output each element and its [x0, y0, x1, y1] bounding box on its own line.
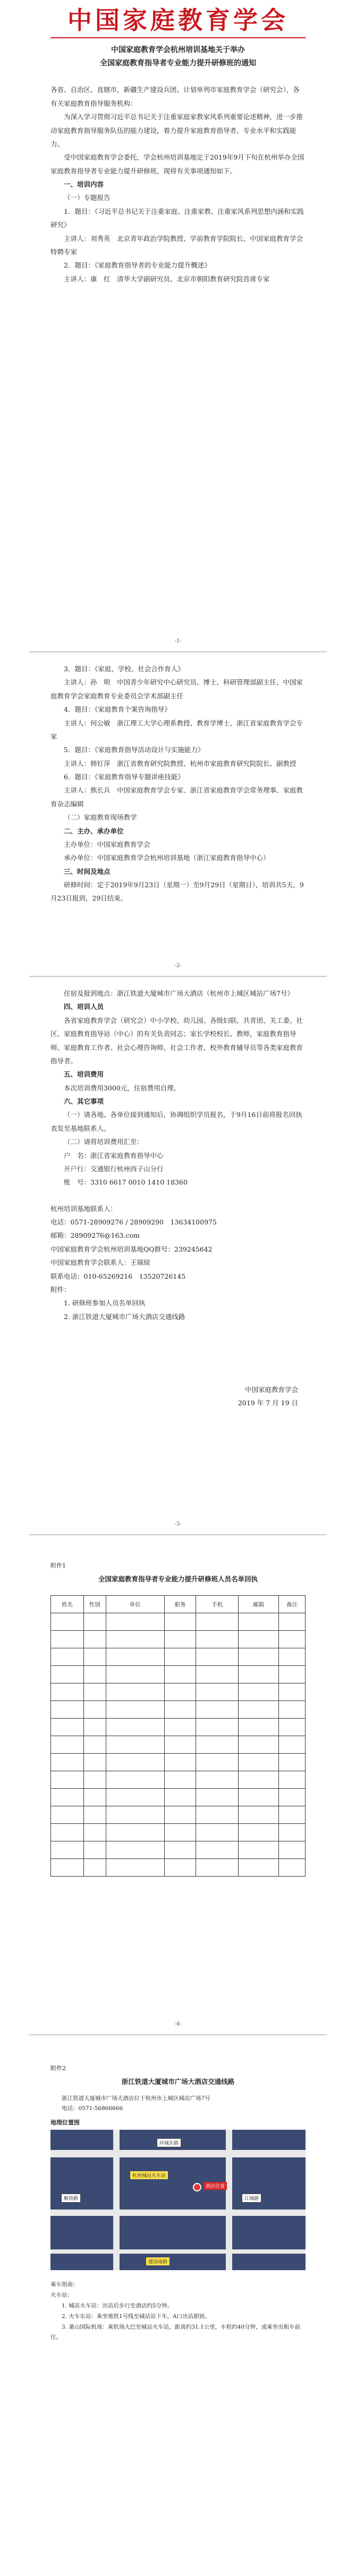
roster-cell: [51, 1754, 84, 1771]
page-number-4: -4-: [174, 2021, 182, 2027]
speaker-2: 主讲人：康 红 清华大学副研究员、北京市朝阳教育研究院首席专家: [64, 274, 270, 283]
roster-body: [51, 1613, 306, 1877]
roster-cell: [279, 1701, 306, 1719]
roster-cell: [239, 1701, 279, 1719]
intro-paragraph-2: 受中国家庭教育学会委托，学会杭州培训基地定于2019年9月下旬在杭州举办全国家庭教育指导者专业能力提升研修班，现将有关事项通知如下。: [50, 153, 304, 175]
roster-cell: [83, 1631, 106, 1648]
attachment-1-label: 附件1: [50, 1562, 66, 1569]
roster-cell: [83, 1789, 106, 1806]
column-header: 手机: [196, 1596, 239, 1613]
roster-cell: [83, 1754, 106, 1771]
roster-cell: [106, 1613, 164, 1631]
roster-cell: [51, 1806, 84, 1824]
roster-cell: [196, 1859, 239, 1877]
column-header: 姓名: [51, 1596, 84, 1613]
roster-cell: [83, 1841, 106, 1859]
map-label-top-road: 环城东路: [157, 2138, 181, 2147]
roster-cell: [279, 1771, 306, 1789]
roster-cell: [164, 1683, 196, 1701]
roster-cell: [51, 1824, 84, 1841]
roster-cell: [164, 1666, 196, 1683]
roster-cell: [51, 1771, 84, 1789]
roster-row: [51, 1806, 306, 1824]
attachment-1: [50, 1561, 306, 1877]
roster-cell: [83, 1683, 106, 1701]
red-header-rule: [50, 37, 306, 38]
roster-cell: [196, 1631, 239, 1648]
other-item-2: （二）请将培训费用汇至：: [64, 1138, 144, 1146]
roster-cell: [51, 1683, 84, 1701]
roster-cell: [83, 1736, 106, 1754]
contact-person-phone: 联系电话：010-65269216 13520726145: [50, 1272, 186, 1280]
roster-cell: [196, 1701, 239, 1719]
notice-title-line1: 中国家庭教育学会杭州培训基地关于举办: [111, 46, 245, 54]
subsection-heading-1-2: （二）家庭教育现场教学: [64, 813, 137, 822]
roster-cell: [196, 1719, 239, 1736]
roster-cell: [106, 1789, 164, 1806]
other-item-1: （一）请各地、各单位接到通知后，协调组织学员报名，于9月16日前将报名回执表发至基地联系人。: [50, 1111, 302, 1132]
roster-cell: [106, 1824, 164, 1841]
map-label-left-road: 解放路: [61, 2194, 81, 2203]
host-unit: 主办单位：中国家庭教育学会: [64, 840, 150, 848]
map-pin-icon: [193, 2183, 201, 2191]
roster-cell: [196, 1736, 239, 1754]
roster-cell: [196, 1754, 239, 1771]
roster-table: [50, 1595, 306, 1877]
contact-email: 邮箱：28909276@163.com: [50, 1231, 140, 1240]
roster-cell: [164, 1771, 196, 1789]
account-bank: 开户行：交通银行杭州西子山分行: [64, 1164, 164, 1173]
roster-cell: [51, 1631, 84, 1648]
roster-cell: [51, 1701, 84, 1719]
roster-cell: [239, 1666, 279, 1683]
roster-row: [51, 1824, 306, 1841]
attachment-2-title: 浙江铁道大厦城市广场大酒店交通线路: [121, 2078, 235, 2086]
spacer: [50, 70, 306, 83]
route-item-2: 2. 火车东站：乘坐地铁1号线至城站站下车，A口出站即到。: [62, 2313, 210, 2320]
roster-row: [51, 1666, 306, 1683]
salutation: 各省、自治区、直辖市，新疆生产建设兵团、计划单列市家庭教育学会（研究会），各有关家庭教育指导服务机构：: [50, 86, 300, 107]
attachment-heading: 附件：: [50, 1285, 71, 1294]
roster-cell: [239, 1806, 279, 1824]
roster-cell: [279, 1841, 306, 1859]
roster-cell: [279, 1754, 306, 1771]
roster-cell: [164, 1824, 196, 1841]
map-label-hotel: 酒店位置: [204, 2182, 227, 2190]
roster-cell: [106, 1736, 164, 1754]
roster-cell: [196, 1806, 239, 1824]
speaker-5: 主讲人：韩钉萍 浙江省教育研究院教授、杭州市家庭教育研究院院长、副教授: [64, 759, 296, 768]
roster-cell: [83, 1701, 106, 1719]
page-number-3: -3-: [174, 1521, 182, 1527]
roster-cell: [83, 1859, 106, 1877]
attachment-2: [50, 2064, 306, 2343]
roster-cell: [196, 1613, 239, 1631]
roster-cell: [196, 1789, 239, 1806]
hotel-address: 浙江铁道大厦城市广场大酒店位于杭州市上城区城站广场7号: [62, 2095, 210, 2102]
roster-cell: [164, 1806, 196, 1824]
roster-cell: [106, 1806, 164, 1824]
topic-6: 6．题目：《家庭教育指导专题讲座技能》: [64, 773, 184, 781]
roster-cell: [164, 1841, 196, 1859]
roster-row: [51, 1631, 306, 1648]
roster-cell: [83, 1648, 106, 1666]
roster-header-row: [51, 1596, 306, 1613]
speaker-4: 主讲人：何公敏 浙江理工大学心理系教授、教育学博士、浙江省家庭教育学会专家: [50, 719, 303, 740]
route-item-1: 1. 城站火车站：出站后步行至酒店约5分钟。: [62, 2302, 173, 2309]
roster-cell: [164, 1736, 196, 1754]
roster-cell: [106, 1683, 164, 1701]
section-heading-2: 二、主办、承办单位: [64, 827, 124, 835]
page-divider: [29, 976, 327, 977]
topic-3: 3．题目：《家庭、学校、社会合作育人》: [64, 665, 184, 673]
page-number-1: -1-: [174, 638, 182, 644]
roster-row: [51, 1648, 306, 1666]
roster-row: [51, 1701, 306, 1719]
roster-cell: [164, 1789, 196, 1806]
roster-cell: [164, 1719, 196, 1736]
map-label-right-road: 江城路: [242, 2194, 261, 2203]
attachment-2-label: 附件2: [50, 2065, 66, 2072]
roster-cell: [83, 1666, 106, 1683]
signature-organization: 中国家庭教育学会: [244, 1386, 298, 1394]
account-name: 户 名：浙江省家庭教育指导中心: [64, 1151, 164, 1160]
roster-cell: [196, 1771, 239, 1789]
roster-cell: [196, 1648, 239, 1666]
column-header: 性别: [83, 1596, 106, 1613]
speaker-6: 主讲人：熊长兵 中国家庭教育学会专家、浙江省家庭教育学会常务理事、家庭教育杂志编辑: [50, 786, 303, 808]
section-heading-6: 六、其它事项: [64, 1097, 104, 1105]
fee-description: 本次培训费用3000元，住宿费用自理。: [64, 1083, 181, 1092]
column-header: 单位: [106, 1596, 164, 1613]
roster-cell: [239, 1859, 279, 1877]
roster-cell: [51, 1666, 84, 1683]
hotel-phone: 电话：0571-56866666: [62, 2105, 123, 2112]
route-heading: 乘车指南：: [50, 2281, 79, 2288]
roster-row: [51, 1859, 306, 1877]
roster-cell: [196, 1841, 239, 1859]
intro-paragraph-1: 为深入学习贯彻习近平总书记关于注重家庭家教家风系列重要论述精神，进一步推动家庭教育指导服务队伍的能力建设，着力提升家庭教育指导者、专业水平和实践能力。: [50, 113, 303, 148]
roster-cell: [239, 1736, 279, 1754]
roster-cell: [83, 1613, 106, 1631]
roster-cell: [83, 1806, 106, 1824]
roster-cell: [279, 1666, 306, 1683]
roster-cell: [239, 1631, 279, 1648]
column-header: 备注: [279, 1596, 306, 1613]
map-heading: 地理位置图: [50, 2119, 80, 2126]
route-subheading: 火车站：: [50, 2291, 73, 2298]
roster-cell: [239, 1754, 279, 1771]
roster-cell: [51, 1648, 84, 1666]
masthead: [0, 0, 356, 37]
roster-cell: [106, 1859, 164, 1877]
training-place: 住宿及报到地点：浙江铁道大厦城市广场大酒店（杭州市上城区城站广场7号）: [64, 989, 294, 997]
roster-cell: [239, 1789, 279, 1806]
roster-row: [51, 1841, 306, 1859]
account-number: 账 号：3310 6617 0010 1410 18360: [64, 1178, 188, 1187]
notice-body-page-2: [50, 662, 306, 905]
signature-date: 2019 年 7 月 19 日: [238, 1399, 298, 1407]
attachment-item-2: 2. 浙江铁道大厦城市广场大酒店交通线路: [64, 1312, 185, 1321]
section-heading-5: 五、培训费用: [64, 1070, 104, 1079]
topic-1: 1．题目：《习近平总书记关于注重家庭、注重家教、注重家风系列思想内涵和实践研究》: [50, 207, 304, 229]
topic-2: 2．题目：《家庭教育指导者的专业能力提升概述》: [64, 261, 211, 270]
notice-body: [50, 44, 306, 286]
route-item-3: 3. 萧山国际机场：乘机场大巴至城站火车站，距离约31.1公里，车程约40分钟，或乘坐出租车前往。: [50, 2323, 301, 2341]
roster-cell: [106, 1631, 164, 1648]
roster-cell: [51, 1841, 84, 1859]
roster-cell: [279, 1806, 306, 1824]
speaker-3: 主讲人：孙 明 中国青少年研究中心研究员、博士、科研管理部副主任、中国家庭教育学会家庭教育专业委员会学术部副主任: [50, 678, 303, 700]
roster-cell: [279, 1613, 306, 1631]
organizer-unit: 承办单位：中国家庭教育学会杭州培训基地（浙江家庭教育指导中心）: [64, 854, 270, 862]
roster-cell: [279, 1789, 306, 1806]
roster-cell: [279, 1631, 306, 1648]
trainee-description: 各省家庭教育学会（研究会）中小学校、幼儿园、各级妇联、共青团、关工委、社区、家庭教育指导站（中心）的有关负责同志；家长学校校长、教师，家庭教育指导师、家庭教育工作者、社会心理咨询师、社会工作者、校外教育辅导员等各类家庭教育指导者。: [50, 1016, 303, 1065]
notice-title-line2: 全国家庭教育指导者专业能力提升研修班的通知: [100, 59, 256, 68]
attachment-item-1: 1. 研修班参加人员名单回执: [64, 1299, 146, 1307]
spacer: [50, 1189, 306, 1202]
section-heading-3: 三、时间及地点: [64, 867, 111, 876]
contact-phone: 电话：0571-28909276 / 28909290 13634100975: [50, 1218, 217, 1226]
map-road: [50, 2210, 306, 2216]
roster-cell: [279, 1719, 306, 1736]
location-map: [50, 2130, 306, 2270]
roster-cell: [239, 1719, 279, 1736]
roster-cell: [279, 1824, 306, 1841]
section-heading-4: 四、培训人员: [64, 1003, 104, 1011]
roster-cell: [239, 1824, 279, 1841]
roster-cell: [239, 1771, 279, 1789]
roster-cell: [239, 1648, 279, 1666]
roster-cell: [83, 1771, 106, 1789]
map-road: [50, 2249, 306, 2254]
map-label-bottom-road: 建国南路: [146, 2257, 169, 2265]
roster-cell: [196, 1683, 239, 1701]
roster-cell: [239, 1841, 279, 1859]
roster-cell: [164, 1631, 196, 1648]
masthead-title: 中国家庭教育学会: [67, 6, 289, 35]
roster-cell: [164, 1754, 196, 1771]
roster-cell: [196, 1824, 239, 1841]
roster-cell: [279, 1859, 306, 1877]
contact-qq-group: 中国家庭教育学会杭州培训基地QQ群号：239245642: [50, 1245, 213, 1253]
roster-cell: [239, 1683, 279, 1701]
map-road: [50, 2150, 306, 2157]
roster-row: [51, 1771, 306, 1789]
roster-cell: [106, 1666, 164, 1683]
notice-body-page-3: [50, 987, 306, 1410]
attachment-1-title: 全国家庭教育指导者专业能力提升研修班人员名单回执: [98, 1575, 258, 1583]
page-number-2: -2-: [174, 963, 182, 969]
roster-cell: [164, 1648, 196, 1666]
map-label-station: 杭州城站火车站: [130, 2171, 168, 2179]
roster-cell: [106, 1841, 164, 1859]
roster-cell: [106, 1771, 164, 1789]
roster-cell: [164, 1613, 196, 1631]
column-header: 邮箱: [239, 1596, 279, 1613]
roster-cell: [51, 1736, 84, 1754]
roster-row: [51, 1789, 306, 1806]
roster-cell: [279, 1648, 306, 1666]
roster-row: [51, 1683, 306, 1701]
roster-cell: [106, 1648, 164, 1666]
section-heading-1: 一、培训内容: [64, 180, 104, 188]
roster-cell: [83, 1824, 106, 1841]
roster-cell: [83, 1719, 106, 1736]
column-header: 职务: [164, 1596, 196, 1613]
training-time: 研修时间：定于2019年9月23日（星期一）至9月29日（星期日），培训共5天，9月23日报到，29日结束。: [50, 881, 304, 903]
spacer: [50, 1323, 306, 1353]
roster-cell: [279, 1683, 306, 1701]
topic-5: 5．题目：《家庭教育指导活动设计与实施能力》: [64, 746, 205, 754]
roster-row: [51, 1719, 306, 1736]
subsection-heading-1-1: （一）专题报告: [64, 194, 111, 202]
roster-cell: [51, 1859, 84, 1877]
roster-cell: [196, 1666, 239, 1683]
route-guide: [50, 2280, 306, 2344]
roster-cell: [279, 1736, 306, 1754]
spacer: [50, 1353, 306, 1383]
topic-4: 4．题目：《家庭教育个案咨询指导》: [64, 705, 171, 714]
roster-cell: [106, 1701, 164, 1719]
roster-row: [51, 1613, 306, 1631]
roster-cell: [239, 1613, 279, 1631]
contact-person: 中国家庭教育学会联系人：王瑞琼: [50, 1258, 150, 1267]
speaker-1: 主讲人：刘秀英 北京青年政治学院教授、学前教育学院院长、中国家庭教育学会特聘专家: [50, 234, 303, 256]
roster-cell: [164, 1701, 196, 1719]
roster-cell: [106, 1754, 164, 1771]
contact-heading: 杭州培训基地联系人：: [50, 1204, 117, 1213]
roster-cell: [51, 1613, 84, 1631]
roster-cell: [51, 1719, 84, 1736]
roster-cell: [106, 1719, 164, 1736]
roster-row: [51, 1736, 306, 1754]
roster-cell: [164, 1859, 196, 1877]
roster-cell: [51, 1789, 84, 1806]
roster-row: [51, 1754, 306, 1771]
